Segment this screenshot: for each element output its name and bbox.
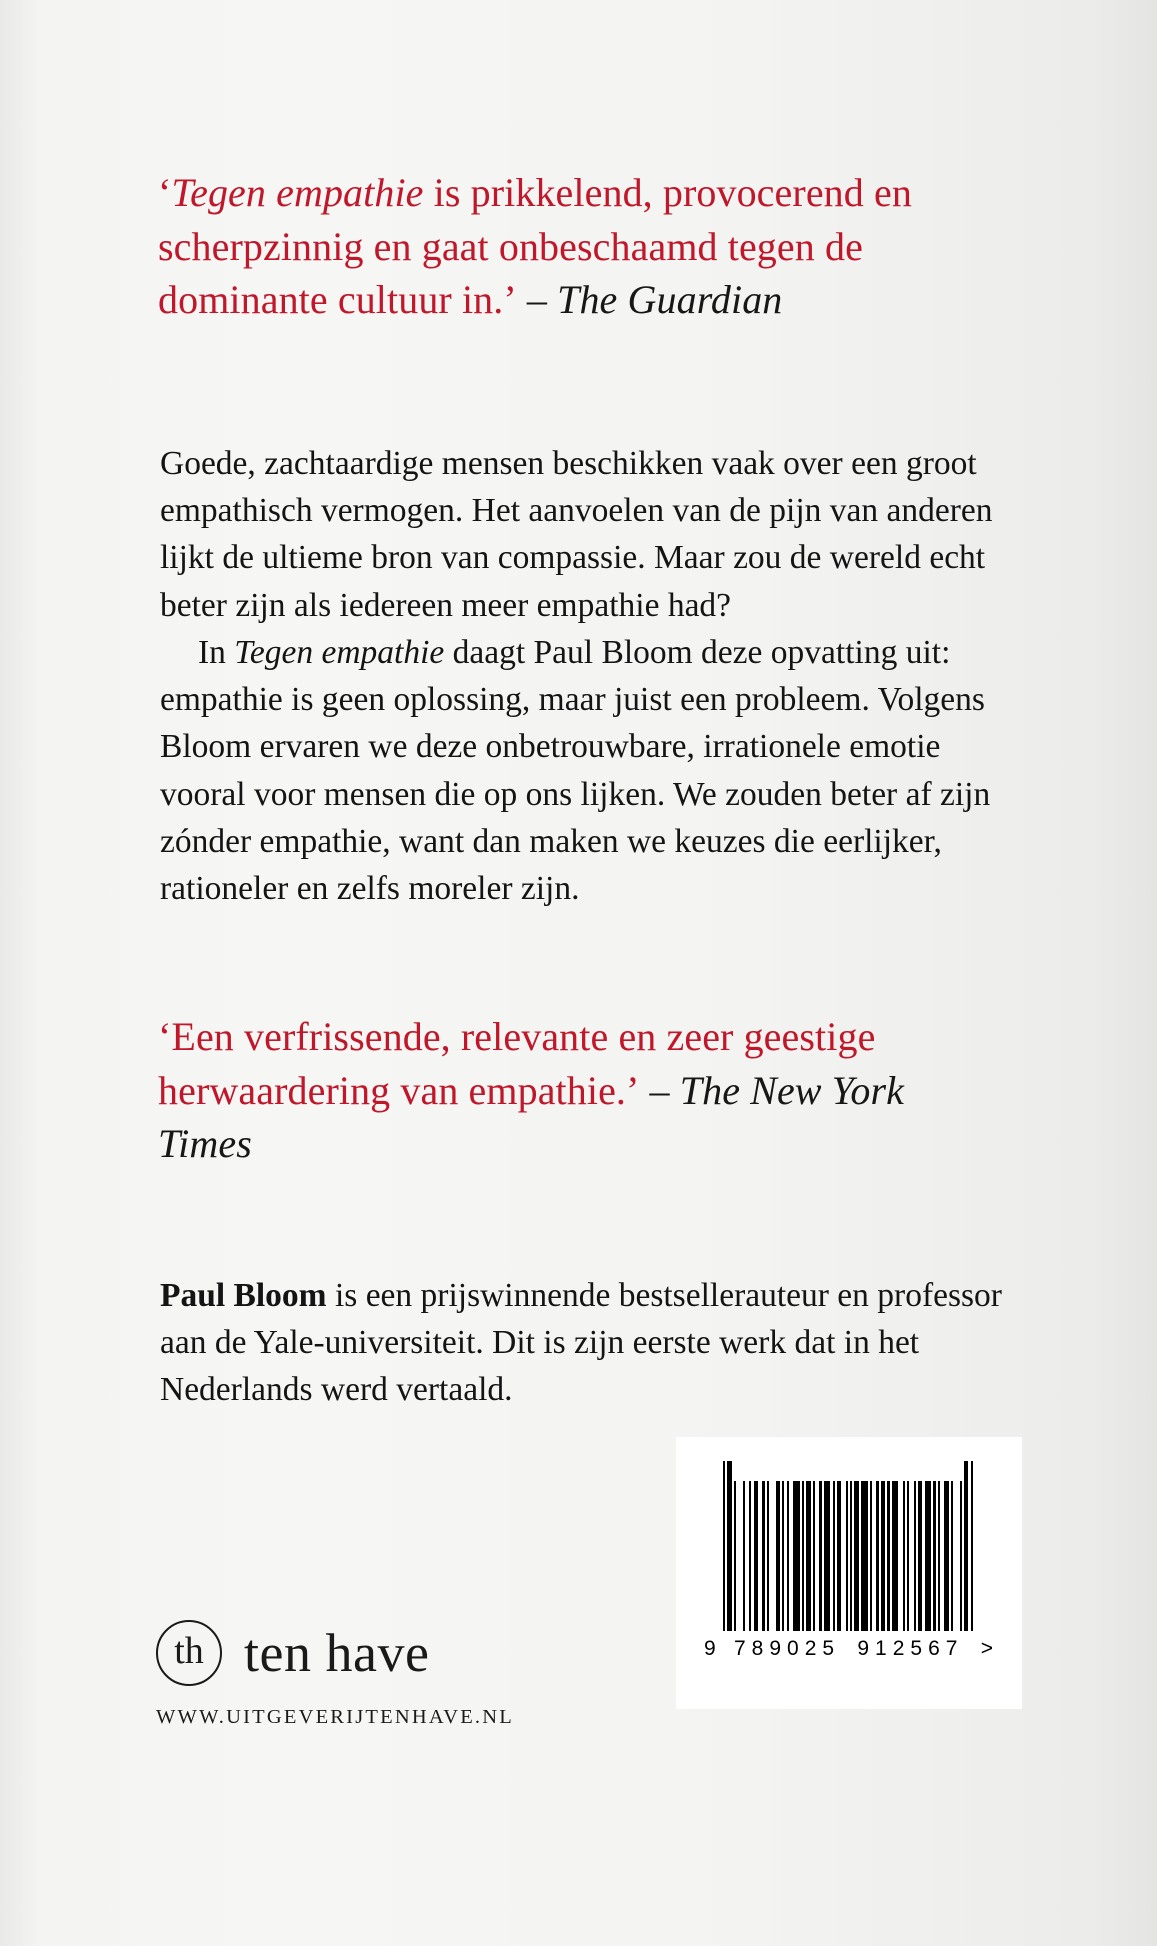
blurb-p2-post: daagt Paul Bloom deze opvatting uit: empathie is geen oplossing, maar juist een probleem. Volgens Bloom ervaren we deze onbetrouwbare, irrationele emotie vooral voor mensen die op ons lijken. We zouden beter af zijn zónder empathie, want dan maken we keuzes die eerlijker, rationeler en zelfs moreler zijn. bbox=[160, 633, 991, 908]
barcode-digits bbox=[704, 1637, 994, 1661]
barcode-space bbox=[769, 1461, 776, 1631]
second-review-quote bbox=[158, 1010, 998, 1171]
barcode-space bbox=[736, 1461, 743, 1631]
barcode-bar bbox=[861, 1481, 868, 1631]
quote-top-source: The Guardian bbox=[557, 277, 783, 323]
barcode-digits-group-1: 789025 bbox=[733, 1637, 841, 1660]
barcode-bar bbox=[925, 1481, 932, 1631]
barcode-space bbox=[953, 1461, 960, 1631]
top-review-quote bbox=[158, 166, 1010, 327]
blurb-p2-title: Tegen empathie bbox=[234, 633, 445, 671]
quote-open-mark: ‘ bbox=[158, 170, 172, 215]
author-bio-text: is een prijswinnende bestsellerauteur en professor aan de Yale-universiteit. Dit is zijn eerste werk dat in het Nederlands werd vertaald. bbox=[160, 1277, 1002, 1409]
blurb-text bbox=[160, 440, 1008, 912]
publisher-name: ten have bbox=[244, 1623, 430, 1683]
author-name: Paul Bloom bbox=[160, 1277, 327, 1314]
barcode bbox=[676, 1437, 1022, 1709]
quote-book-title: Tegen empathie bbox=[171, 170, 424, 215]
quote-mid-text: Een verfrissende, relevante en zeer geestige herwaardering van empathie.’ bbox=[158, 1014, 876, 1113]
author-bio bbox=[160, 1272, 1008, 1414]
barcode-bar bbox=[793, 1481, 800, 1631]
barcode-space bbox=[973, 1461, 975, 1631]
barcode-digit-prefix: 9 bbox=[704, 1637, 717, 1660]
quote-top-dash: – bbox=[516, 277, 558, 323]
monogram-text: th bbox=[174, 1630, 204, 1672]
quote-mid-source: The New York Times bbox=[158, 1067, 904, 1167]
barcode-digits-group-2: 912567 bbox=[857, 1637, 964, 1660]
barcode-bar bbox=[892, 1481, 899, 1631]
blurb-paragraph-2 bbox=[160, 629, 1008, 912]
barcode-bar bbox=[824, 1481, 831, 1631]
quote-mid-open-mark: ‘ bbox=[158, 1014, 172, 1059]
publisher-website: WWW.UITGEVERIJTENHAVE.NL bbox=[156, 1706, 514, 1728]
publisher-logo-row bbox=[156, 1620, 586, 1686]
quote-mid-dash: – bbox=[639, 1067, 680, 1113]
blurb-paragraph-1: Goede, zachtaardige mensen beschikken vaak over een groot empathisch vermogen. Het aanvoelen van de pijn van anderen lijkt de ultieme bron van compassie. Maar zou de wereld echt beter zijn als iedereen meer empathie had? bbox=[160, 445, 993, 624]
barcode-suffix: > bbox=[980, 1637, 994, 1660]
publisher-logo-block bbox=[156, 1620, 586, 1729]
blurb-p2-pre: In bbox=[198, 633, 235, 671]
barcode-bars bbox=[723, 1461, 975, 1631]
quote-top-text: is prikkelend, provocerend en scherpzinnig en gaat onbeschaamd tegen de dominante cultuur in.’ bbox=[158, 170, 912, 323]
ten-have-monogram-icon bbox=[156, 1620, 222, 1686]
